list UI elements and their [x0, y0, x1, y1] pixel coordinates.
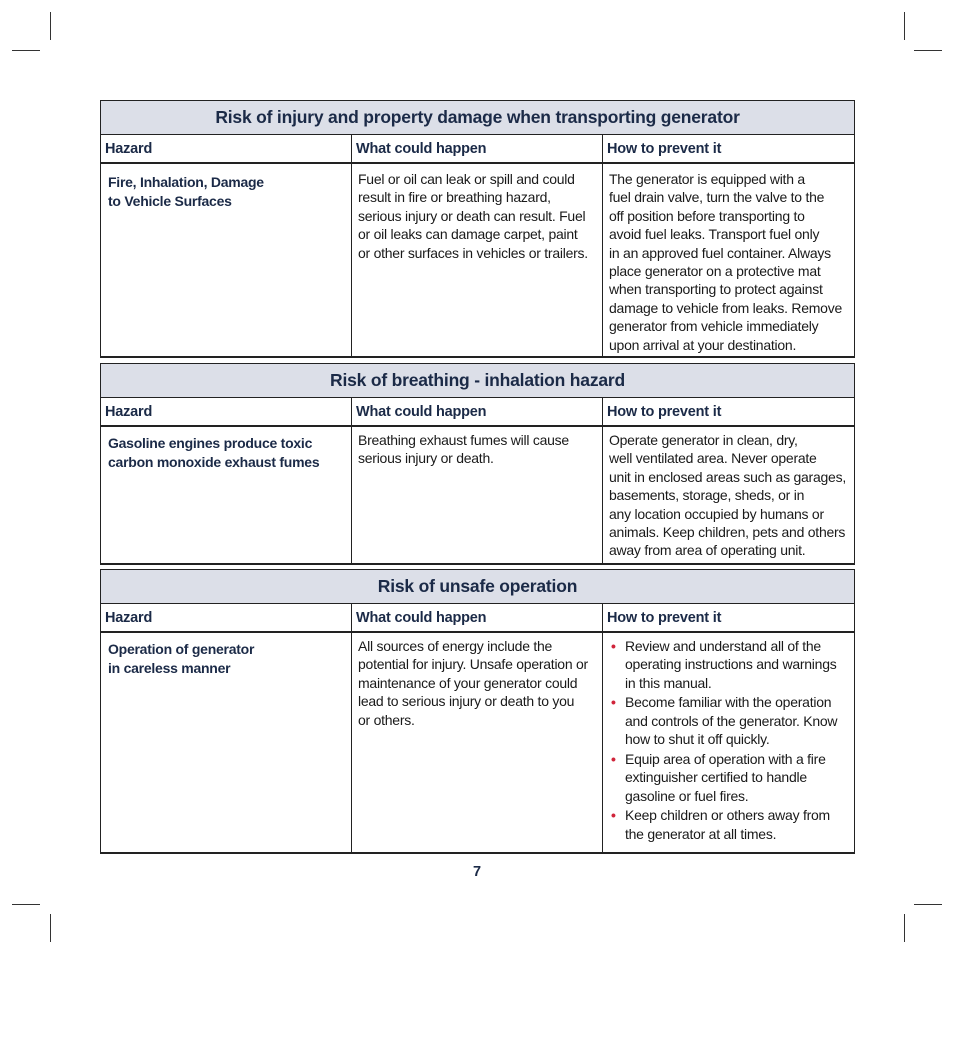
text-line: off position before transporting to — [609, 207, 805, 224]
text-line: basements, storage, sheds, or in — [609, 487, 805, 504]
prevention-bullet-list — [609, 637, 848, 843]
column-header-what-could-happen: What could happen — [352, 135, 603, 164]
inhalation-risk-table — [100, 363, 854, 565]
text-line: serious injury or death can result. Fuel — [358, 207, 586, 224]
column-header-how-to-prevent: How to prevent it — [603, 135, 855, 164]
hazard-line: Fire, Inhalation, Damage — [108, 174, 264, 190]
what-could-happen-cell — [352, 426, 603, 564]
text-line: or oil leaks can damage carpet, paint — [358, 226, 578, 243]
unsafe-operation-risk-table — [100, 569, 854, 854]
text-line: avoid fuel leaks. Transport fuel only — [609, 226, 820, 243]
text-line: in an approved fuel container. Always — [609, 244, 831, 261]
bullet-icon: • — [611, 750, 616, 767]
what-could-happen-cell — [352, 632, 603, 853]
hazard-cell — [101, 426, 352, 564]
bullet-icon: • — [611, 807, 616, 824]
how-to-prevent-cell — [603, 632, 855, 853]
text-line: upon arrival at your destination. — [609, 336, 797, 353]
crop-mark-top-left-vertical — [50, 12, 51, 40]
text-line: potential for injury. Unsafe operation or — [358, 656, 588, 673]
table-row — [101, 632, 855, 853]
crop-mark-bottom-left-horizontal — [12, 904, 40, 905]
column-header-hazard: Hazard — [101, 604, 352, 633]
column-header-what-could-happen: What could happen — [352, 604, 603, 633]
text-line: result in fire or breathing hazard, — [358, 189, 551, 206]
crop-mark-top-right-vertical — [904, 12, 905, 40]
text-line: The generator is equipped with a — [609, 171, 805, 187]
text-line: in this manual. — [625, 674, 712, 691]
text-line: Breathing exhaust fumes will cause — [358, 432, 569, 448]
text-line: fuel drain valve, turn the valve to the — [609, 189, 825, 206]
column-header-how-to-prevent: How to prevent it — [603, 398, 855, 427]
text-line: generator from vehicle immediately — [609, 318, 819, 335]
text-line: damage to vehicle from leaks. Remove — [609, 299, 842, 316]
text-line: Operate generator in clean, dry, — [609, 432, 798, 448]
text-line: Equip area of operation with a fire — [625, 750, 826, 767]
text-line: operating instructions and warnings — [625, 656, 837, 673]
column-header-hazard: Hazard — [101, 398, 352, 427]
text-line: and controls of the generator. Know — [625, 712, 838, 729]
column-header-what-could-happen: What could happen — [352, 398, 603, 427]
text-line: or others. — [358, 711, 415, 728]
crop-mark-bottom-left-vertical — [50, 914, 51, 942]
how-to-prevent-cell — [603, 163, 855, 357]
table-row — [101, 426, 855, 564]
text-line: Fuel or oil can leak or spill and could — [358, 171, 575, 187]
text-line: any location occupied by humans or — [609, 505, 824, 522]
column-header-how-to-prevent: How to prevent it — [603, 604, 855, 633]
text-line: place generator on a protective mat — [609, 263, 821, 280]
text-line: Keep children or others away from — [625, 807, 830, 824]
hazard-line: Operation of generator — [108, 641, 255, 657]
text-line: when transporting to protect against — [609, 281, 823, 298]
section-title: Risk of injury and property damage when transporting generator — [101, 101, 855, 135]
list-item — [609, 806, 848, 843]
table-row — [101, 163, 855, 357]
list-item — [609, 750, 848, 805]
section-title: Risk of breathing - inhalation hazard — [101, 364, 855, 398]
text-line: animals. Keep children, pets and others — [609, 524, 846, 541]
hazard-cell — [101, 632, 352, 853]
hazard-line: Gasoline engines produce toxic — [108, 435, 313, 451]
text-line: the generator at all times. — [625, 825, 777, 842]
crop-mark-bottom-right-horizontal — [914, 904, 942, 905]
bullet-icon: • — [611, 638, 616, 654]
text-line: how to shut it off quickly. — [625, 731, 770, 748]
hazard-line: carbon monoxide exhaust fumes — [108, 453, 320, 470]
what-could-happen-cell — [352, 163, 603, 357]
section-title: Risk of unsafe operation — [101, 570, 855, 604]
text-line: Become familiar with the operation — [625, 694, 832, 711]
page-number: 7 — [472, 864, 482, 880]
text-line: or other surfaces in vehicles or trailers. — [358, 244, 588, 261]
text-line: Review and understand all of the — [625, 638, 821, 654]
crop-mark-top-right-horizontal — [914, 50, 942, 51]
text-line: away from area of operating unit. — [609, 542, 806, 559]
list-item — [609, 693, 848, 748]
crop-mark-top-left-horizontal — [12, 50, 40, 51]
text-line: maintenance of your generator could — [358, 674, 578, 691]
hazard-line: in careless manner — [108, 659, 231, 676]
transport-risk-table — [100, 100, 854, 358]
crop-mark-bottom-right-vertical — [904, 914, 905, 942]
column-header-hazard: Hazard — [101, 135, 352, 164]
hazard-line: to Vehicle Surfaces — [108, 192, 232, 209]
text-line: well ventilated area. Never operate — [609, 450, 817, 467]
list-item — [609, 637, 848, 692]
text-line: unit in enclosed areas such as garages, — [609, 468, 846, 485]
text-line: lead to serious injury or death to you — [358, 693, 575, 710]
text-line: extinguisher certified to handle — [625, 769, 807, 786]
text-line: serious injury or death. — [358, 450, 494, 467]
how-to-prevent-cell — [603, 426, 855, 564]
text-line: All sources of energy include the — [358, 638, 553, 654]
hazard-cell — [101, 163, 352, 357]
bullet-icon: • — [611, 694, 616, 711]
text-line: gasoline or fuel fires. — [625, 787, 749, 804]
